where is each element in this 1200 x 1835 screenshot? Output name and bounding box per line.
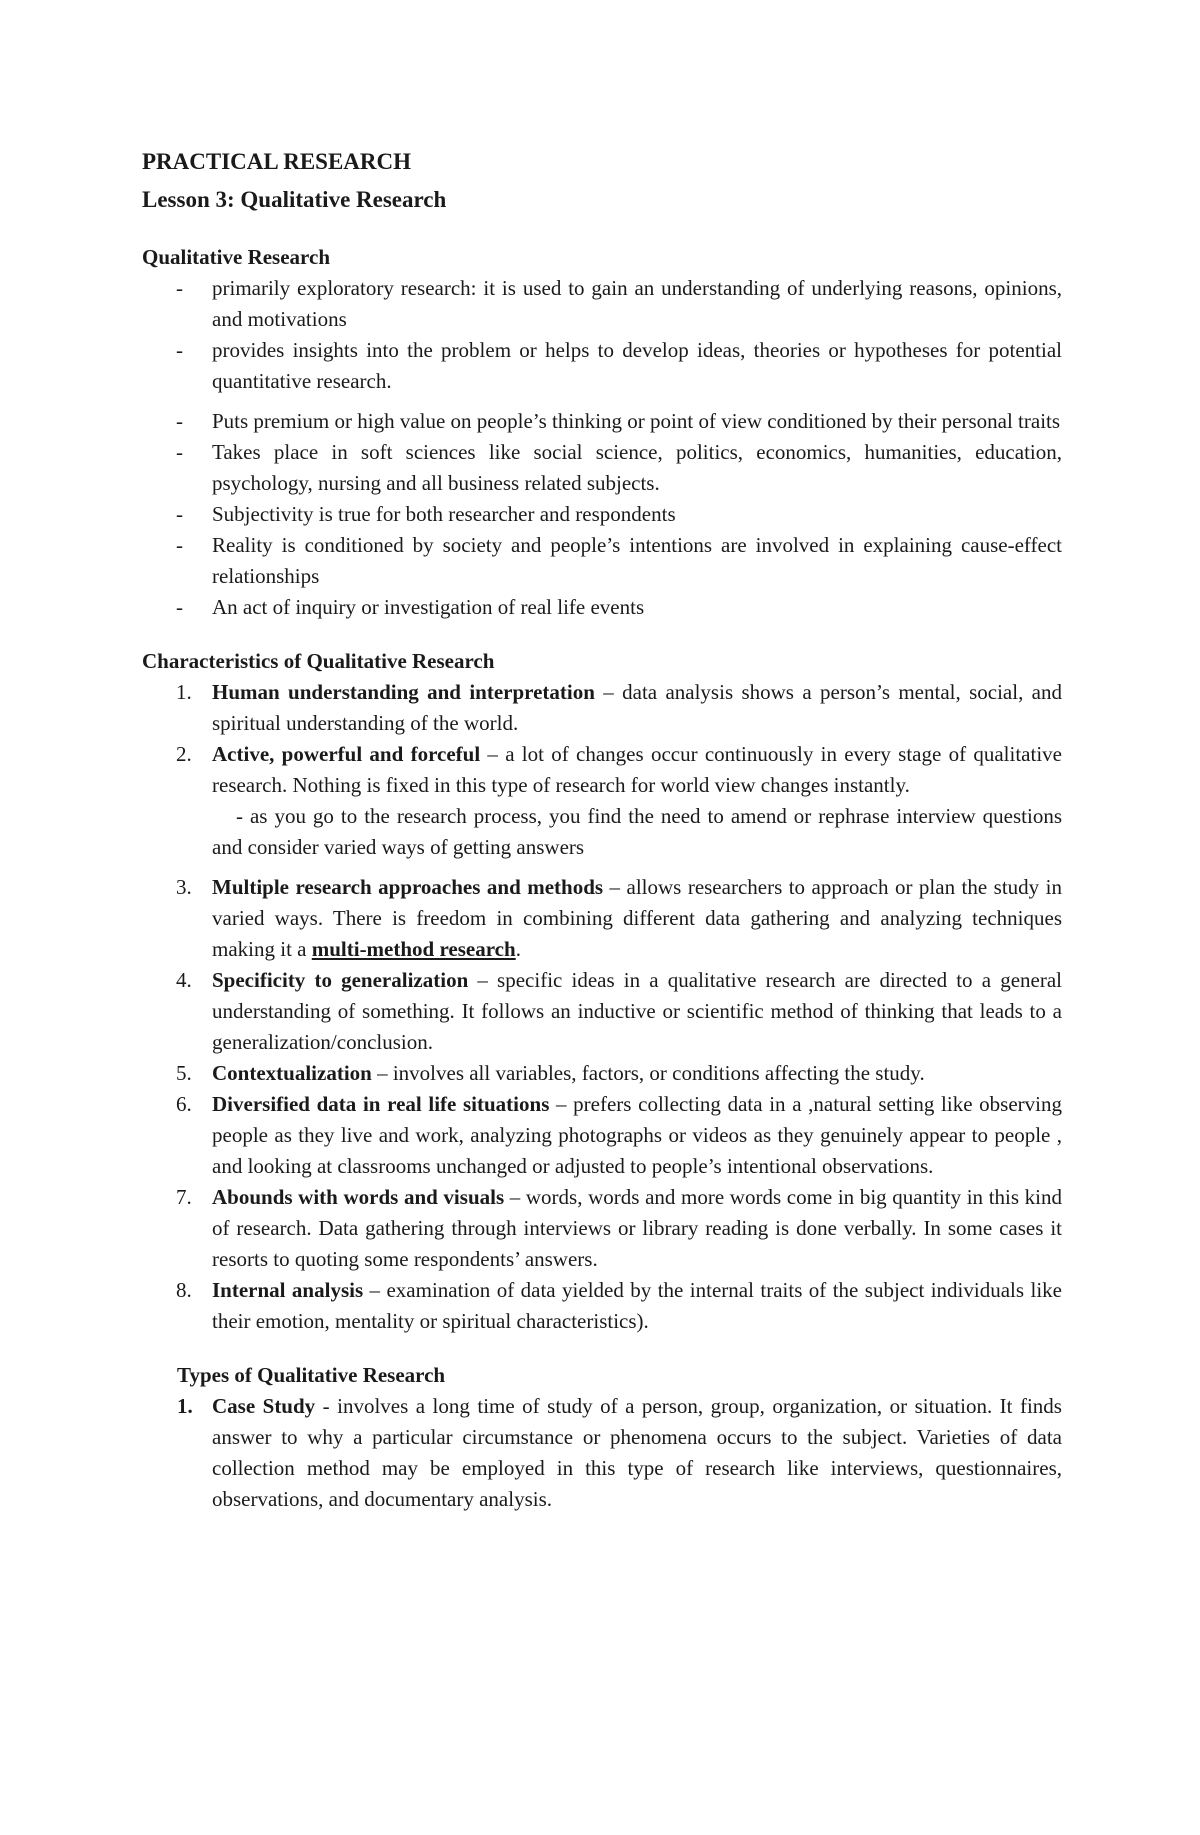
- item-number: 1.: [176, 680, 192, 704]
- list-item: [142, 677, 1062, 739]
- item-number: 2.: [176, 742, 192, 766]
- item-term: Diversified data in real life situations: [212, 1092, 550, 1116]
- document-title: PRACTICAL RESEARCH: [142, 149, 412, 174]
- item-term: Internal analysis: [212, 1278, 364, 1302]
- item-text: – specific ideas in a qualitative research are directed to a general understanding of something. It follows an inductive or scientific method of thinking that leads to a generalization/conclusion.: [212, 968, 1062, 1054]
- section-heading-characteristics: Characteristics of Qualitative Research: [142, 649, 495, 673]
- list-item: - Takes place in soft sciences like social science, politics, economics, humanities, education, psychology, nursing and all business related subjects.: [142, 437, 1062, 499]
- item-note: - as you go to the research process, you find the need to amend or rephrase interview questions and consider varied ways of getting answers: [212, 804, 1062, 859]
- item-text: – involves all variables, factors, or conditions affecting the study.: [371, 1061, 925, 1085]
- list-item: - Subjectivity is true for both researcher and respondents: [142, 499, 1062, 530]
- list-item: [142, 739, 1062, 863]
- dash-marker: -: [176, 502, 183, 526]
- item-number: 8.: [176, 1278, 192, 1302]
- item-text: – allows researchers to approach or plan the study in varied ways. There is freedom in combining different data gathering and analyzing techniques making it a: [212, 875, 1062, 961]
- section-heading-qualitative-research: Qualitative Research: [142, 245, 330, 269]
- characteristics-list-continued: [142, 872, 1062, 1337]
- item-text: – words, words and more words come in big quantity in this kind of research. Data gathering through interviews or library reading is done verbally. In some cases it resorts to quoting some respondents’ answers.: [212, 1185, 1062, 1271]
- types-list: [177, 1391, 1062, 1515]
- dash-marker: -: [176, 338, 183, 362]
- item-term: Human understanding and interpretation: [212, 680, 595, 704]
- list-item: - Puts premium or high value on people’s thinking or point of view conditioned by their personal traits: [142, 406, 1062, 437]
- item-text: - involves a long time of study of a person, group, organization, or situation. It finds answer to why a particular circumstance or phenomena occurs to the subject. Varieties of data collection method may be employed in this type of research like interviews, questionnaires, observations, and documentary analysis.: [212, 1394, 1062, 1511]
- item-text: – prefers collecting data in a ,natural setting like observing people as they live and work, analyzing photographs or videos as they genuinely appear to people , and looking at classrooms unchanged or adjusted to people’s intentional observations.: [212, 1092, 1062, 1178]
- dash-marker: -: [176, 595, 183, 619]
- dash-marker: -: [176, 440, 183, 464]
- dash-marker: -: [176, 409, 183, 433]
- list-item: [142, 1182, 1062, 1275]
- document-page: [142, 143, 1062, 1515]
- list-item: - An act of inquiry or investigation of real life events: [142, 592, 1062, 623]
- list-item: [142, 965, 1062, 1058]
- item-term: Specificity to generalization: [212, 968, 469, 992]
- list-item: - provides insights into the problem or helps to develop ideas, theories or hypotheses for potential quantitative research.: [142, 335, 1062, 397]
- dash-marker: -: [176, 276, 183, 300]
- item-term: Abounds with words and visuals: [212, 1185, 505, 1209]
- list-item: 3. Multiple research approaches and methods – allows researchers to approach or plan the study in varied ways. There is freedom in combining different data gathering and analyzing techniques making it a multi-method research.: [142, 872, 1062, 965]
- item-number: 7.: [176, 1185, 192, 1209]
- list-item: [142, 1089, 1062, 1182]
- list-item: - Reality is conditioned by society and people’s intentions are involved in explaining cause-effect relationships: [142, 530, 1062, 592]
- item-term: Active, powerful and forceful: [212, 742, 481, 766]
- item-number: 1.: [177, 1394, 193, 1418]
- item-term: Multiple research approaches and methods: [212, 875, 604, 899]
- characteristics-list: [142, 677, 1062, 863]
- item-text: – data analysis shows a person’s mental, social, and spiritual understanding of the world.: [212, 680, 1063, 735]
- item-number: 3.: [176, 875, 192, 899]
- section-heading-types: Types of Qualitative Research: [177, 1363, 446, 1387]
- item-term: Contextualization: [212, 1061, 372, 1085]
- definition-list-b: [142, 406, 1062, 623]
- list-item: [142, 1275, 1062, 1337]
- definition-list-a: [142, 273, 1062, 397]
- item-number: 6.: [176, 1092, 192, 1116]
- item-text: – a lot of changes occur continuously in every stage of qualitative research. Nothing is fixed in this type of research for world view changes instantly.: [212, 742, 1062, 797]
- lesson-title: Lesson 3: Qualitative Research: [142, 187, 447, 212]
- item-term: Case Study: [212, 1394, 316, 1418]
- emphasis-text: multi-method research: [311, 937, 516, 961]
- list-item: - primarily exploratory research: it is used to gain an understanding of underlying reasons, opinions, and motivations: [142, 273, 1062, 335]
- item-number: 4.: [176, 968, 192, 992]
- item-number: 5.: [176, 1061, 192, 1085]
- types-section: [142, 1360, 1062, 1515]
- list-item: [177, 1391, 1062, 1515]
- list-item: [142, 1058, 1062, 1089]
- item-text: – examination of data yielded by the internal traits of the subject individuals like their emotion, mentality or spiritual characteristics).: [212, 1278, 1062, 1333]
- dash-marker: -: [176, 533, 183, 557]
